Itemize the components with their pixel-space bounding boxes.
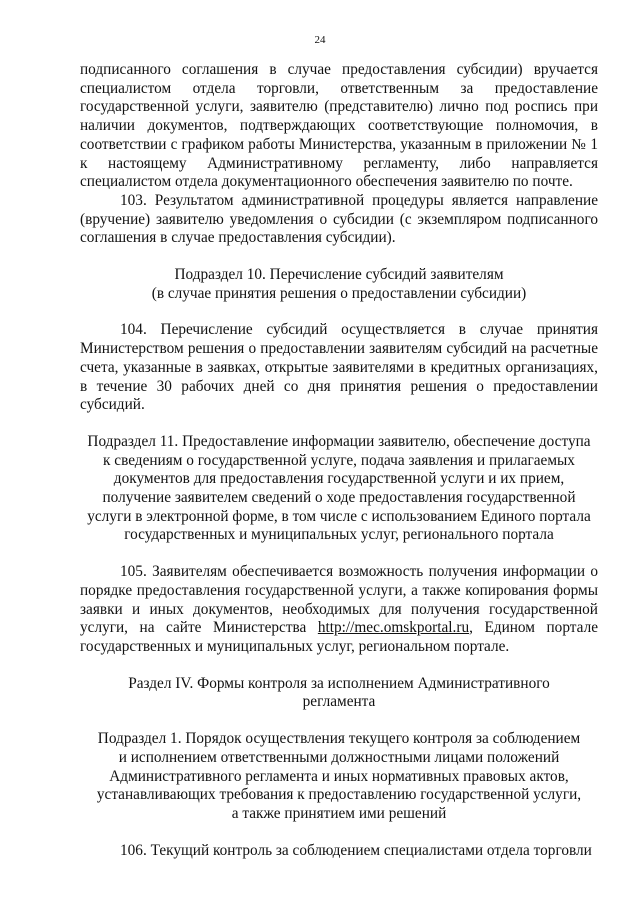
document-body	[80, 61, 598, 860]
heading-line: и исполнением ответственными должностными лицами положений	[118, 748, 560, 766]
heading-line: Административного регламента и иных нормативных правовых актов,	[109, 767, 569, 785]
paragraph-104: 104. Перечисление субсидий осуществляется в случае принятия Министерством решения о предоставлении заявителям субсидий на расчетные счета, указанные в заявках, открытые заявителями в кредитных организациях, в течение 30 рабочих дней со дня принятия решения о предоставлении субсидий.	[80, 321, 598, 414]
paragraph-continued: подписанного соглашения в случае предоставления субсидии) вручается специалистом отдела торговли, ответственным за предоставление государственной услуги, заявителю (представителю) лично под роспись при наличии документов, подтверждающих соответствующие полномочия, в соответствии с графиком работы Министерства, указанным в приложении № 1 к настоящему Административному регламенту, либо направляется специалистом отдела документационного обеспечения заявителю по почте.	[80, 61, 598, 191]
subsection-10-heading	[80, 266, 598, 303]
heading-line: государственных и муниципальных услуг, регионального портала	[124, 526, 554, 544]
paragraph-105-text: 105. Заявителям обеспечивается возможность получения информации о порядке предоставления государственной услуги, а также копирования формы заявки и иных документов, необходимых для получения государственной услуги, на сайте Министерства	[80, 563, 598, 637]
section-4-heading	[80, 675, 598, 712]
paragraph-105-text-end: , Едином портале государственных и муниципальных услуг, региональном портале.	[80, 619, 598, 655]
heading-line: Подраздел 1. Порядок осуществления текущего контроля за соблюдением	[97, 730, 581, 748]
page-number: 24	[314, 34, 326, 46]
subsection-11-heading	[80, 433, 598, 545]
heading-line: Раздел IV. Формы контроля за исполнением Административного	[128, 674, 550, 692]
paragraph-103: 103. Результатом административной процедуры является направление (вручение) заявителю уведомления о субсидии (с экземпляром подписанного соглашения в случае предоставления субсидии).	[80, 191, 598, 247]
heading-line: Подраздел 10. Перечисление субсидий заявителям	[174, 266, 504, 284]
ministry-website-link[interactable]: http://mec.omskportal.ru	[317, 619, 470, 637]
heading-line: услуги в электронной форме, в том числе с использованием Единого портала	[87, 507, 591, 525]
heading-line: регламента	[302, 693, 376, 711]
heading-line: получение заявителем сведений о ходе предоставления государственной	[102, 489, 576, 507]
heading-line: к сведениям о государственной услуге, подача заявления и прилагаемых	[103, 451, 575, 469]
heading-line: документов для предоставления государственной услуги и их прием,	[113, 470, 565, 488]
paragraph-106: 106. Текущий контроль за соблюдением специалистами отдела торговли	[120, 841, 592, 859]
heading-line: устанавливающих требования к предоставлению государственной услуги,	[96, 786, 582, 804]
heading-line: (в случае принятия решения о предоставлении субсидии)	[151, 284, 527, 302]
paragraph-105	[80, 563, 598, 657]
subsection-1-heading	[80, 730, 598, 824]
heading-line: а также принятием ими решений	[231, 804, 447, 822]
heading-line: Подраздел 11. Предоставление информации заявителю, обеспечение доступа	[87, 432, 591, 450]
